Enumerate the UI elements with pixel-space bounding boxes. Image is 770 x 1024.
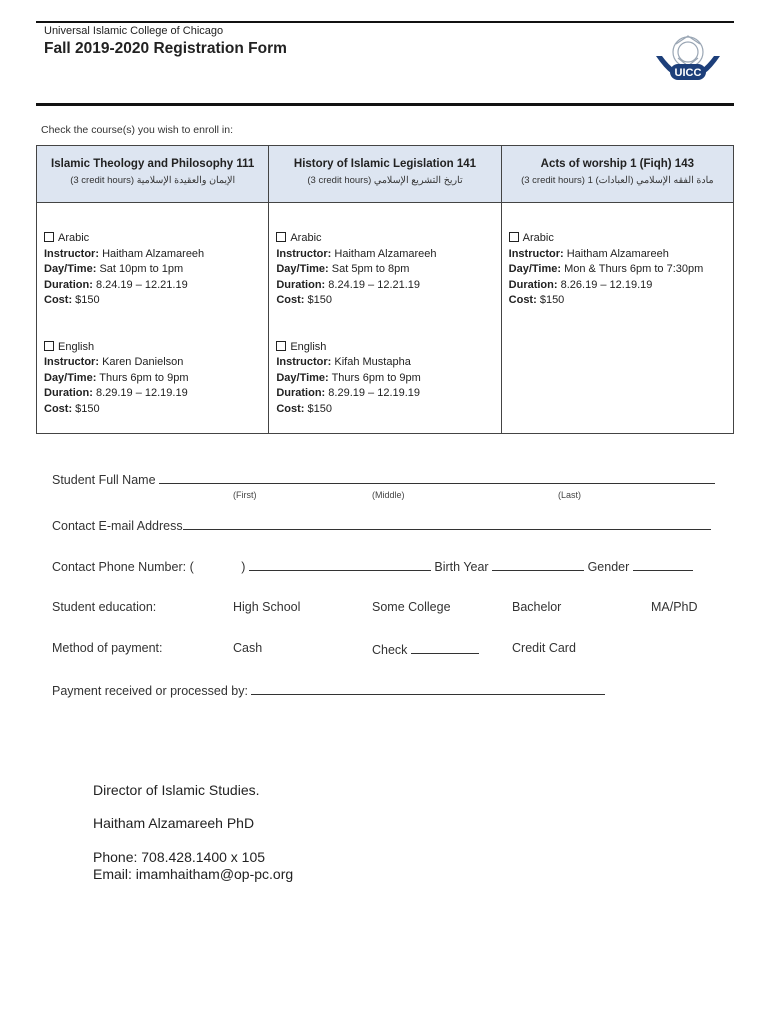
instructor-label: Instructor: xyxy=(44,356,99,368)
middle-name-caption: (Middle) xyxy=(372,490,405,500)
uicc-logo xyxy=(648,26,728,96)
duration-label: Duration: xyxy=(276,387,326,399)
payment-check-row xyxy=(372,641,479,657)
education-option-high-school[interactable]: High School xyxy=(233,600,301,614)
instructor-label: Instructor: xyxy=(276,356,332,368)
cost-label: Cost: xyxy=(44,294,73,306)
section-language: English xyxy=(58,340,95,353)
processed-by-field[interactable] xyxy=(251,682,605,695)
course-subtitle: (3 credit hours) تاريخ التشريع الإسلامي xyxy=(307,175,463,186)
education-option-bachelor[interactable]: Bachelor xyxy=(512,600,562,614)
director-title: Director of Islamic Studies. xyxy=(93,782,260,798)
instructor-name: Kifah Mustapha xyxy=(334,356,411,368)
course-subtitle: (3 credit hours) 1 مادة الفقه الإسلامي (العبادات) xyxy=(521,175,714,186)
first-name-caption: (First) xyxy=(233,490,257,500)
full-name-field[interactable] xyxy=(159,471,715,484)
enroll-checkbox[interactable] xyxy=(509,232,519,242)
enroll-checkbox[interactable] xyxy=(44,232,54,242)
gender-field[interactable] xyxy=(633,558,693,571)
instructor-name: Karen Danielson xyxy=(102,356,184,368)
phone-field[interactable] xyxy=(249,558,431,571)
course-name: History of Islamic Legislation 141 xyxy=(293,158,477,170)
instructor-label: Instructor: xyxy=(508,247,564,260)
header-bottom-rule xyxy=(36,103,734,106)
daytime-label: Day/Time: xyxy=(508,263,562,275)
duration-label: Duration: xyxy=(508,278,558,291)
course-subtitle: (3 credit hours) الإيمان والعقيدة الإسلامية xyxy=(70,175,236,186)
enroll-checkbox[interactable] xyxy=(276,232,286,242)
cost-value: $150 xyxy=(75,294,100,306)
payment-option-credit-card[interactable]: Credit Card xyxy=(512,641,576,655)
last-name-caption: (Last) xyxy=(558,490,582,500)
payment-label: Method of payment: xyxy=(52,641,163,655)
full-name-label: Student Full Name xyxy=(52,473,156,487)
duration-label: Duration: xyxy=(44,387,93,399)
duration-value: 8.24.19 – 12.21.19 xyxy=(328,278,421,291)
instructor-name: Haitham Alzamareeh xyxy=(334,247,437,260)
daytime-value: Sat 10pm to 1pm xyxy=(99,263,184,275)
page-title: Fall 2019-2020 Registration Form xyxy=(44,40,287,57)
section-language: Arabic xyxy=(290,232,322,244)
director-email: Email: imamhaitham@op-pc.org xyxy=(93,866,294,882)
duration-value: 8.29.19 – 12.19.19 xyxy=(95,387,188,399)
instructor-name: Haitham Alzamareeh xyxy=(102,247,205,260)
phone-label: Contact Phone Number: ( xyxy=(52,560,194,574)
daytime-value: Thurs 6pm to 9pm xyxy=(331,371,421,384)
course-name: Acts of worship 1 (Fiqh) 143 xyxy=(540,158,694,170)
director-name: Haitham Alzamareeh PhD xyxy=(93,815,255,831)
cost-label: Cost: xyxy=(44,402,73,415)
course-table xyxy=(36,145,734,434)
birth-year-label: Birth Year xyxy=(434,560,489,574)
gender-label: Gender xyxy=(587,560,630,574)
daytime-label: Day/Time: xyxy=(44,263,97,275)
payment-option-cash[interactable]: Cash xyxy=(233,641,263,655)
daytime-label: Day/Time: xyxy=(276,371,329,384)
course-header xyxy=(37,146,269,203)
daytime-label: Day/Time: xyxy=(44,371,97,384)
processed-row xyxy=(52,682,605,698)
cost-label: Cost: xyxy=(276,402,305,415)
cost-value: $150 xyxy=(539,294,565,306)
course-section xyxy=(509,231,733,309)
section-language: Arabic xyxy=(522,232,554,244)
logo-text: UICC xyxy=(674,67,702,79)
enroll-checkbox[interactable] xyxy=(276,341,286,351)
duration-label: Duration: xyxy=(44,278,93,291)
course-sections xyxy=(37,203,269,434)
cost-value: $150 xyxy=(75,402,100,415)
course-section xyxy=(44,231,268,309)
course-section xyxy=(276,231,500,309)
course-sections xyxy=(501,203,733,434)
course-header xyxy=(501,146,733,203)
processed-label: Payment received or processed by: xyxy=(52,684,248,698)
instructor-label: Instructor: xyxy=(44,247,99,260)
instructor-label: Instructor: xyxy=(276,247,332,260)
check-number-field[interactable] xyxy=(411,641,479,654)
director-phone: Phone: 708.428.1400 x 105 xyxy=(93,849,266,865)
email-field[interactable] xyxy=(183,517,711,530)
email-label: Contact E-mail Address xyxy=(52,519,183,533)
daytime-value: Sat 5pm to 8pm xyxy=(331,263,410,275)
top-rule xyxy=(36,21,734,23)
instructor-name: Haitham Alzamareeh xyxy=(566,247,669,260)
instructions: Check the course(s) you wish to enroll in: xyxy=(41,124,233,136)
course-section xyxy=(44,340,268,418)
education-option-some-college[interactable]: Some College xyxy=(372,600,451,614)
daytime-value: Mon & Thurs 6pm to 7:30pm xyxy=(564,263,704,275)
course-sections xyxy=(269,203,501,434)
daytime-value: Thurs 6pm to 9pm xyxy=(99,371,189,384)
duration-value: 8.24.19 – 12.21.19 xyxy=(95,278,188,291)
payment-option-check[interactable]: Check xyxy=(372,643,408,657)
cost-value: $150 xyxy=(307,402,332,415)
college-name: Universal Islamic College of Chicago xyxy=(44,25,224,37)
course-section xyxy=(276,340,500,418)
education-option-ma-phd[interactable]: MA/PhD xyxy=(651,600,698,614)
full-name-row xyxy=(52,471,715,487)
duration-label: Duration: xyxy=(276,278,326,291)
education-label: Student education: xyxy=(52,600,157,614)
course-header xyxy=(269,146,501,203)
phone-row xyxy=(52,558,693,574)
cost-value: $150 xyxy=(307,294,332,306)
cost-label: Cost: xyxy=(276,294,305,306)
section-language: Arabic xyxy=(58,232,90,244)
daytime-label: Day/Time: xyxy=(276,263,329,275)
cost-label: Cost: xyxy=(508,294,537,306)
enroll-checkbox[interactable] xyxy=(44,341,54,351)
email-row xyxy=(52,517,711,533)
section-language: English xyxy=(290,340,327,353)
duration-value: 8.26.19 – 12.19.19 xyxy=(560,278,653,291)
course-name: Islamic Theology and Philosophy 111 xyxy=(51,158,255,170)
duration-value: 8.29.19 – 12.19.19 xyxy=(328,387,421,399)
phone-close-paren: ) xyxy=(241,560,246,574)
birth-year-field[interactable] xyxy=(492,558,584,571)
